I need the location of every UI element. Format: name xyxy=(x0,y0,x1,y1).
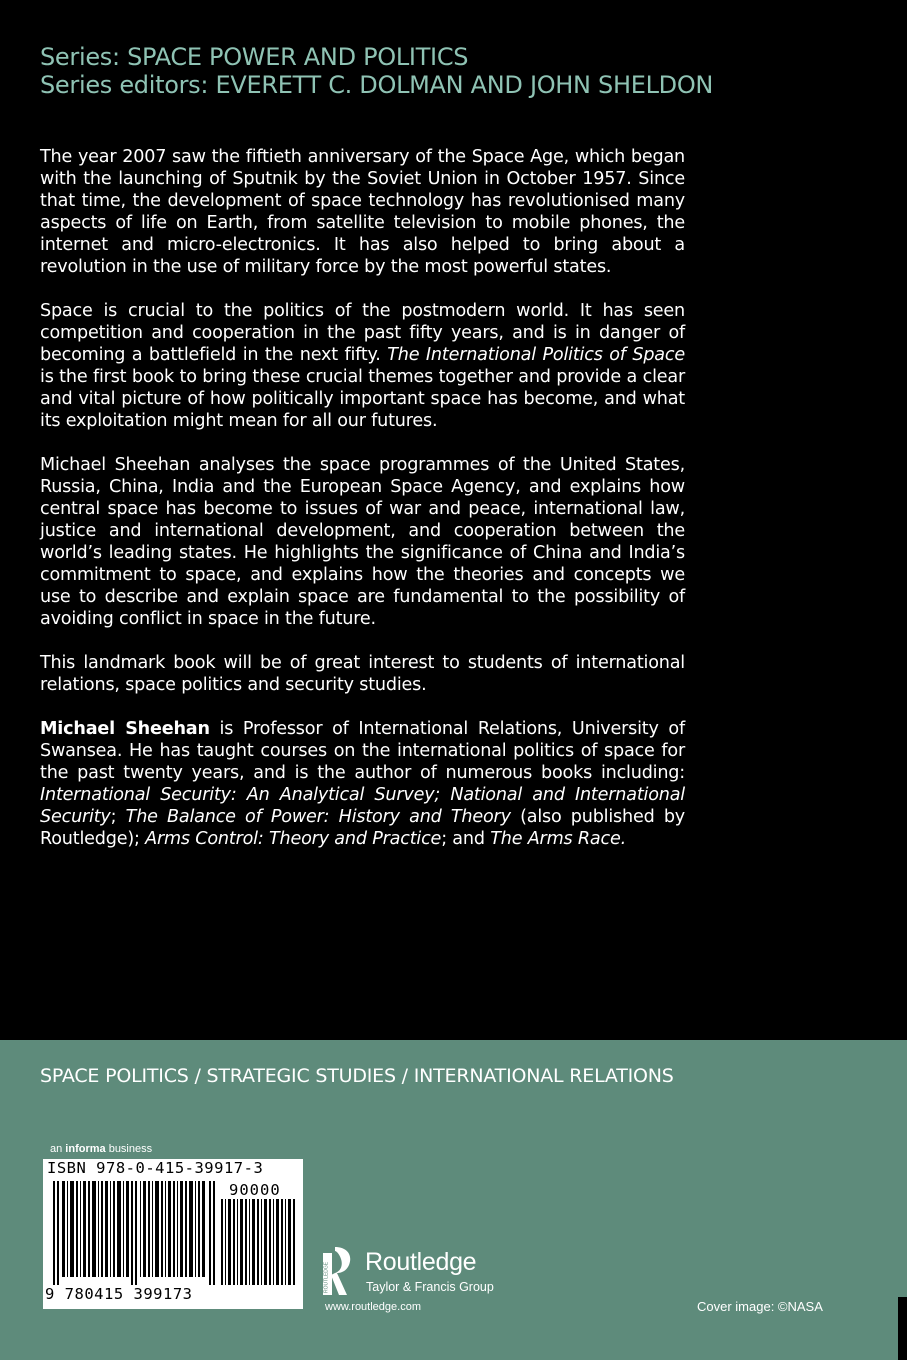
informa-tagline xyxy=(50,1143,152,1155)
bio-book-3: Arms Control: Theory and Practice xyxy=(145,829,442,849)
bio-book-2: The Balance of Power: History and Theory xyxy=(125,807,511,827)
series-title: Series: SPACE POWER AND POLITICS xyxy=(40,43,469,71)
isbn-number: ISBN 978-0-415-39917-3 xyxy=(47,1159,264,1177)
addon-barcode-bars-icon xyxy=(221,1199,297,1285)
informa-suffix: business xyxy=(105,1143,153,1155)
blurb-paragraph-3: Michael Sheehan analyses the space programmes of the United States, Russia, China, India and the European Space Agency, and explains how central space has become to issues of war and peace, international law, justice and international development, and cooperation between the world’s leading states. He highlights the significance of China and India’s commitment to space, and explains how the theories and concepts we use to describe and explain space are fundamental to the possibility of avoiding conflict in space in the future. xyxy=(40,455,685,629)
bio-sep-1: ; xyxy=(110,807,126,827)
informa-prefix: an xyxy=(50,1143,66,1155)
publisher-name: Routledge xyxy=(365,1248,477,1276)
bio-text-b: (also published by Routledge); xyxy=(40,807,685,849)
blurb xyxy=(40,146,685,872)
isbn-barcode xyxy=(43,1159,303,1309)
publisher-url[interactable]: www.routledge.com xyxy=(325,1301,421,1313)
bio-book-4: The Arms Race. xyxy=(490,829,626,849)
ean-number: 9 780415 399173 xyxy=(45,1285,193,1303)
p2-text-a: Space is crucial to the politics of the postmodern world. It has seen competition and cooperation in the past fifty years, and is in danger of becoming a battlefield in the next fifty. xyxy=(40,301,685,365)
author-bio xyxy=(40,718,685,850)
p2-text-b: is the first book to bring these crucial themes together and provide a clear and vital picture of how politically important space has become, and what its exploitation might mean for all our futures. xyxy=(40,367,685,431)
bio-text-c: ; and xyxy=(441,829,491,849)
bio-book-1: International Security: An Analytical Survey; National and International Security xyxy=(40,785,685,827)
informa-brand: informa xyxy=(65,1143,106,1155)
blurb-paragraph-2 xyxy=(40,300,685,432)
author-name: Michael Sheehan xyxy=(40,719,210,739)
blurb-paragraph-1: The year 2007 saw the fiftieth anniversary of the Space Age, which began with the launching of Sputnik by the Soviet Union in October 1957. Since that time, the development of space technology has revolutionised many aspects of life on Earth, from satellite television to mobile phones, the internet and micro-electronics. It has also helped to bring about a revolution in the use of military force by the most powerful states. xyxy=(40,147,685,277)
blurb-paragraph-4: This landmark book will be of great interest to students of international relations, space politics and security studies. xyxy=(40,653,685,695)
cover-image-credit: Cover image: ©NASA xyxy=(697,1299,823,1314)
series-editors: Series editors: EVERETT C. DOLMAN AND JOHN SHELDON xyxy=(40,71,714,99)
spine-text: ROUTLEDGE xyxy=(323,1261,330,1293)
price-code: 90000 xyxy=(229,1181,281,1199)
routledge-r-icon xyxy=(323,1245,353,1297)
barcode-bars-icon xyxy=(53,1181,215,1285)
subject-categories: SPACE POLITICS / STRATEGIC STUDIES / INTERNATIONAL RELATIONS xyxy=(40,1065,674,1087)
bio-text-a: is Professor of International Relations, University of Swansea. He has taught courses on the international politics of space for the past twenty years, and is the author of numerous books including: xyxy=(40,719,685,783)
publisher-group: Taylor & Francis Group xyxy=(366,1280,494,1294)
series-header xyxy=(40,43,713,99)
corner-black-strip xyxy=(898,1297,907,1360)
book-title: The International Politics of Space xyxy=(387,345,685,365)
